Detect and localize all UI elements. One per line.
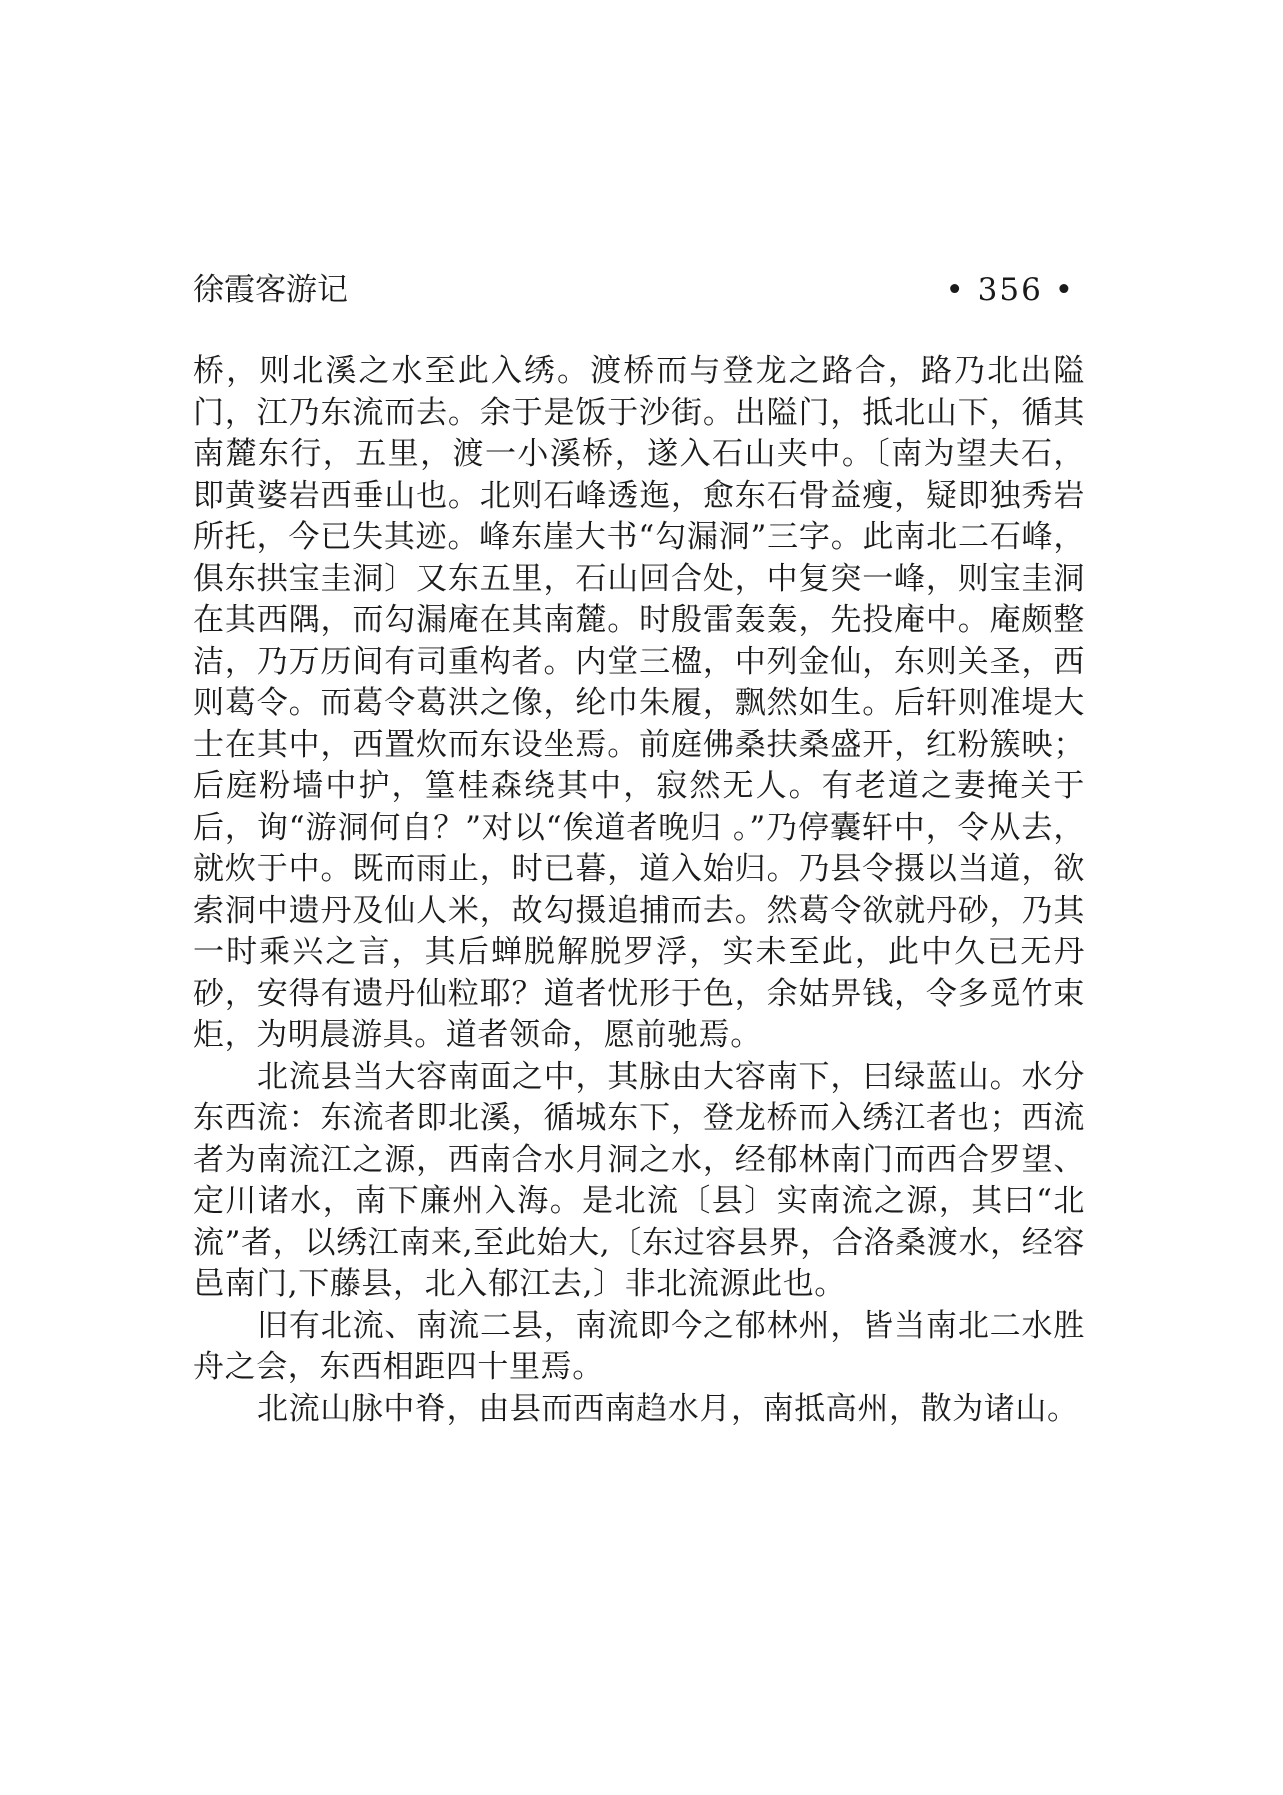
paragraph-3: 旧有北流、南流二县，南流即今之郁林州，皆当南北二水胜舟之会，东西相距四十里焉。 [193, 1307, 1085, 1385]
book-title: 徐霞客游记 [193, 272, 348, 308]
page-number: • 356 • [945, 272, 1075, 308]
paragraph-1: 桥，则北溪之水至此入绣。渡桥而与登龙之路合，路乃北出隘门，江乃东流而去。余于是饭于沙街。出隘门，抵北山下，循其南麓东行，五里，渡一小溪桥，遂入石山夹中。〔南为望夫石，即黄婆岩西垂山也。北则石峰透迤，愈东石骨益瘦，疑即独秀岩所托，今已失其迹。峰东崖大书“勾漏洞”三字。此南北二石峰，俱东拱宝圭洞〕又东五里，石山回合处，中复突一峰，则宝圭洞在其西隅，而勾漏庵在其南麓。时殷雷轰轰，先投庵中。庵颇整洁，乃万历间有司重构者。内堂三楹，中列金仙，东则关圣，西则葛令。而葛令葛洪之像，纶巾朱履，飘然如生。后轩则准堤大士在其中，西置炊而东设坐焉。前庭佛桑扶桑盛开，红粉簇映；后庭粉墙中护，篁桂森绕其中，寂然无人。有老道之妻掩关于后，询“游洞何自？”对以“俟道者晚归 。”乃停囊轩中，令从去，就炊于中。既而雨止，时已暮，道入始归。乃县令摄以当道，欲索洞中遗丹及仙人米，故勾摄追捕而去。然葛令欲就丹砂，乃其一时乘兴之言，其后蝉脱解脱罗浮，实未至此，此中久已无丹砂，安得有遗丹仙粒耶？道者忧形于色，余姑畀钱，令多觅竹束炬，为明晨游具。道者领命，愿前驰焉。 [193, 353, 1085, 1053]
paragraph-2: 北流县当大容南面之中，其脉由大容南下，曰绿蓝山。水分东西流：东流者即北溪，循城东下，登龙桥而入绣江者也；西流者为南流江之源，西南合水月洞之水，经郁林南门而西合罗望、定川诸水，南下廉州入海。是北流〔县〕实南流之源，其曰“北流”者，以绣江南来,至此始大,〔东过容县界，合洛桑渡水，经容邑南门,下藤县，北入郁江去,〕非北流源此也。 [193, 1058, 1085, 1302]
text-body [193, 351, 1085, 1430]
paragraph-4: 北流山脉中脊，由县而西南趋水月，南抵高州，散为诸山。 [257, 1390, 1079, 1427]
page-header [193, 268, 1075, 312]
